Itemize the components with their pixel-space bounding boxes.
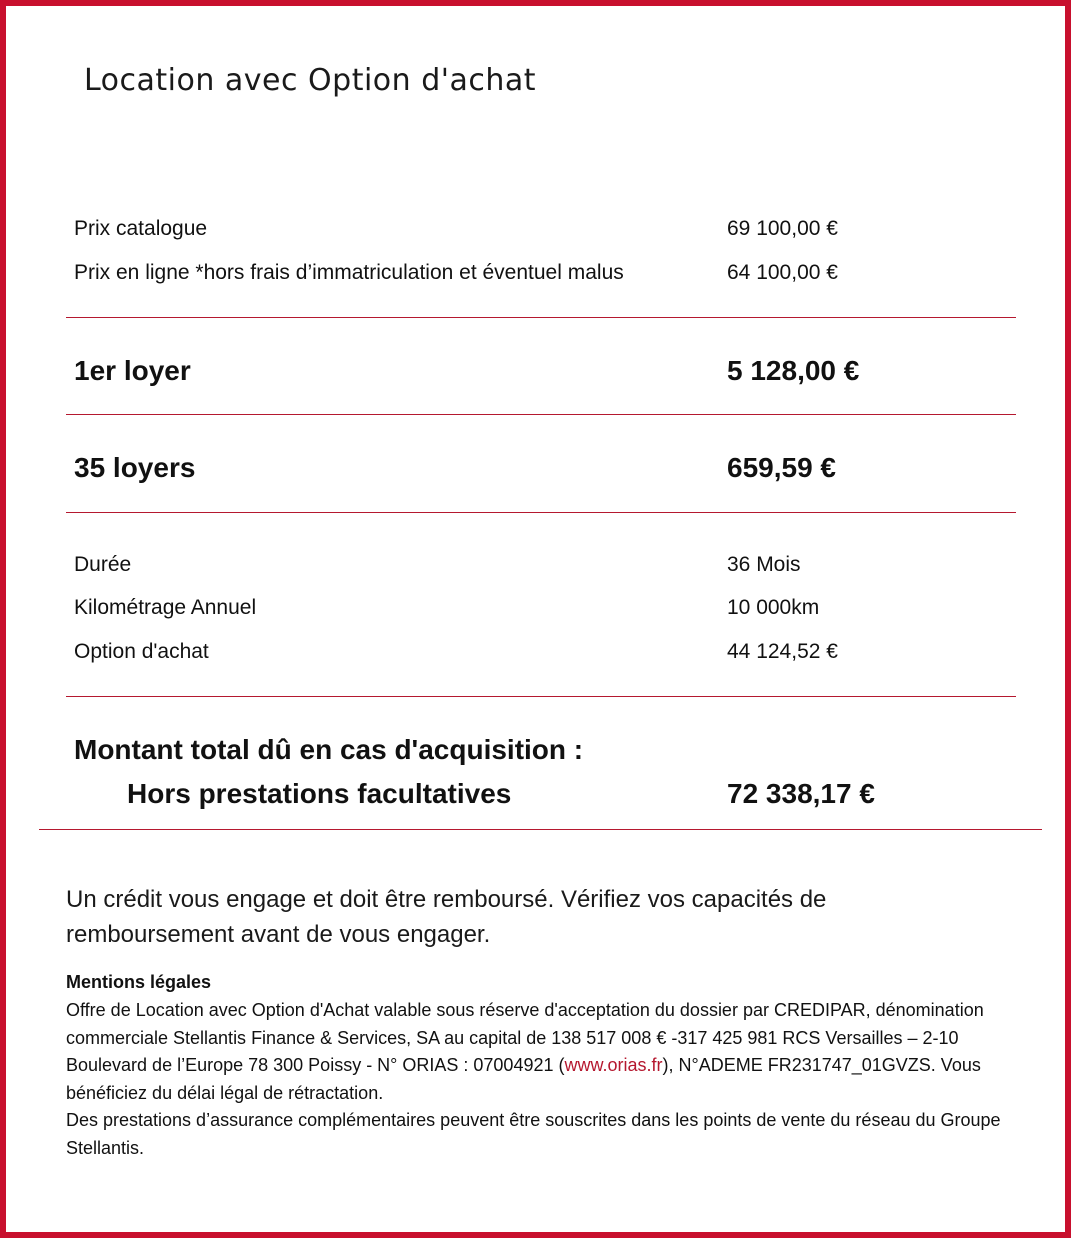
purchase-option-value: 44 124,52 € (727, 640, 838, 663)
catalogue-price-label: Prix catalogue (74, 217, 208, 240)
total-label: Montant total dû en cas d'acquisition : (74, 734, 584, 765)
page-title: Location avec Option d'achat (84, 63, 537, 98)
monthly-rents-value: 659,59 € (727, 452, 836, 483)
divider (39, 829, 1042, 830)
purchase-option-label: Option d'achat (74, 640, 209, 663)
total-sublabel: Hors prestations facultatives (127, 778, 512, 809)
online-price-label: Prix en ligne *hors frais d’immatriculation et éventuel malus (74, 261, 624, 284)
divider (66, 696, 1016, 697)
first-rent-label: 1er loyer (74, 355, 191, 386)
divider (66, 512, 1016, 513)
first-rent-value: 5 128,00 € (727, 355, 860, 386)
duration-label: Durée (74, 553, 132, 576)
legal-text-part: ), N°ADEME FR231747_01GVZS. Vous bénéficiez du délai légal de rétractation. (66, 1055, 981, 1103)
mileage-value: 10 000km (727, 596, 820, 619)
monthly-rents-label: 35 loyers (74, 452, 196, 483)
divider (66, 317, 1016, 318)
legal-title: Mentions légales (66, 972, 212, 992)
catalogue-price-value: 69 100,00 € (727, 217, 838, 240)
total-value: 72 338,17 € (727, 778, 875, 809)
insurance-text: Des prestations d’assurance complémentaires peuvent être souscrites dans les points de vente du réseau du Groupe Stellantis. (66, 1110, 1001, 1158)
duration-value: 36 Mois (727, 553, 801, 576)
orias-link[interactable]: www.orias.fr (564, 1055, 663, 1075)
credit-warning: Un crédit vous engage et doit être remboursé. Vérifiez vos capacités de remboursement avant de vous engager. (66, 886, 827, 948)
online-price-value: 64 100,00 € (727, 261, 838, 284)
mileage-label: Kilométrage Annuel (74, 596, 257, 619)
divider (66, 414, 1016, 415)
legal-text-part: Offre de Location avec Option d'Achat valable sous réserve d'acceptation du dossier par CREDIPAR, dénomination commerciale Stellantis Finance & Services, SA au capital de 138 517 008 € -317 425 981 RCS Versailles – 2-10 Boulevard de l’Europe 78 300 Poissy - N° ORIAS : 07004921 ( (66, 1000, 984, 1075)
legal-text (66, 997, 1016, 1162)
